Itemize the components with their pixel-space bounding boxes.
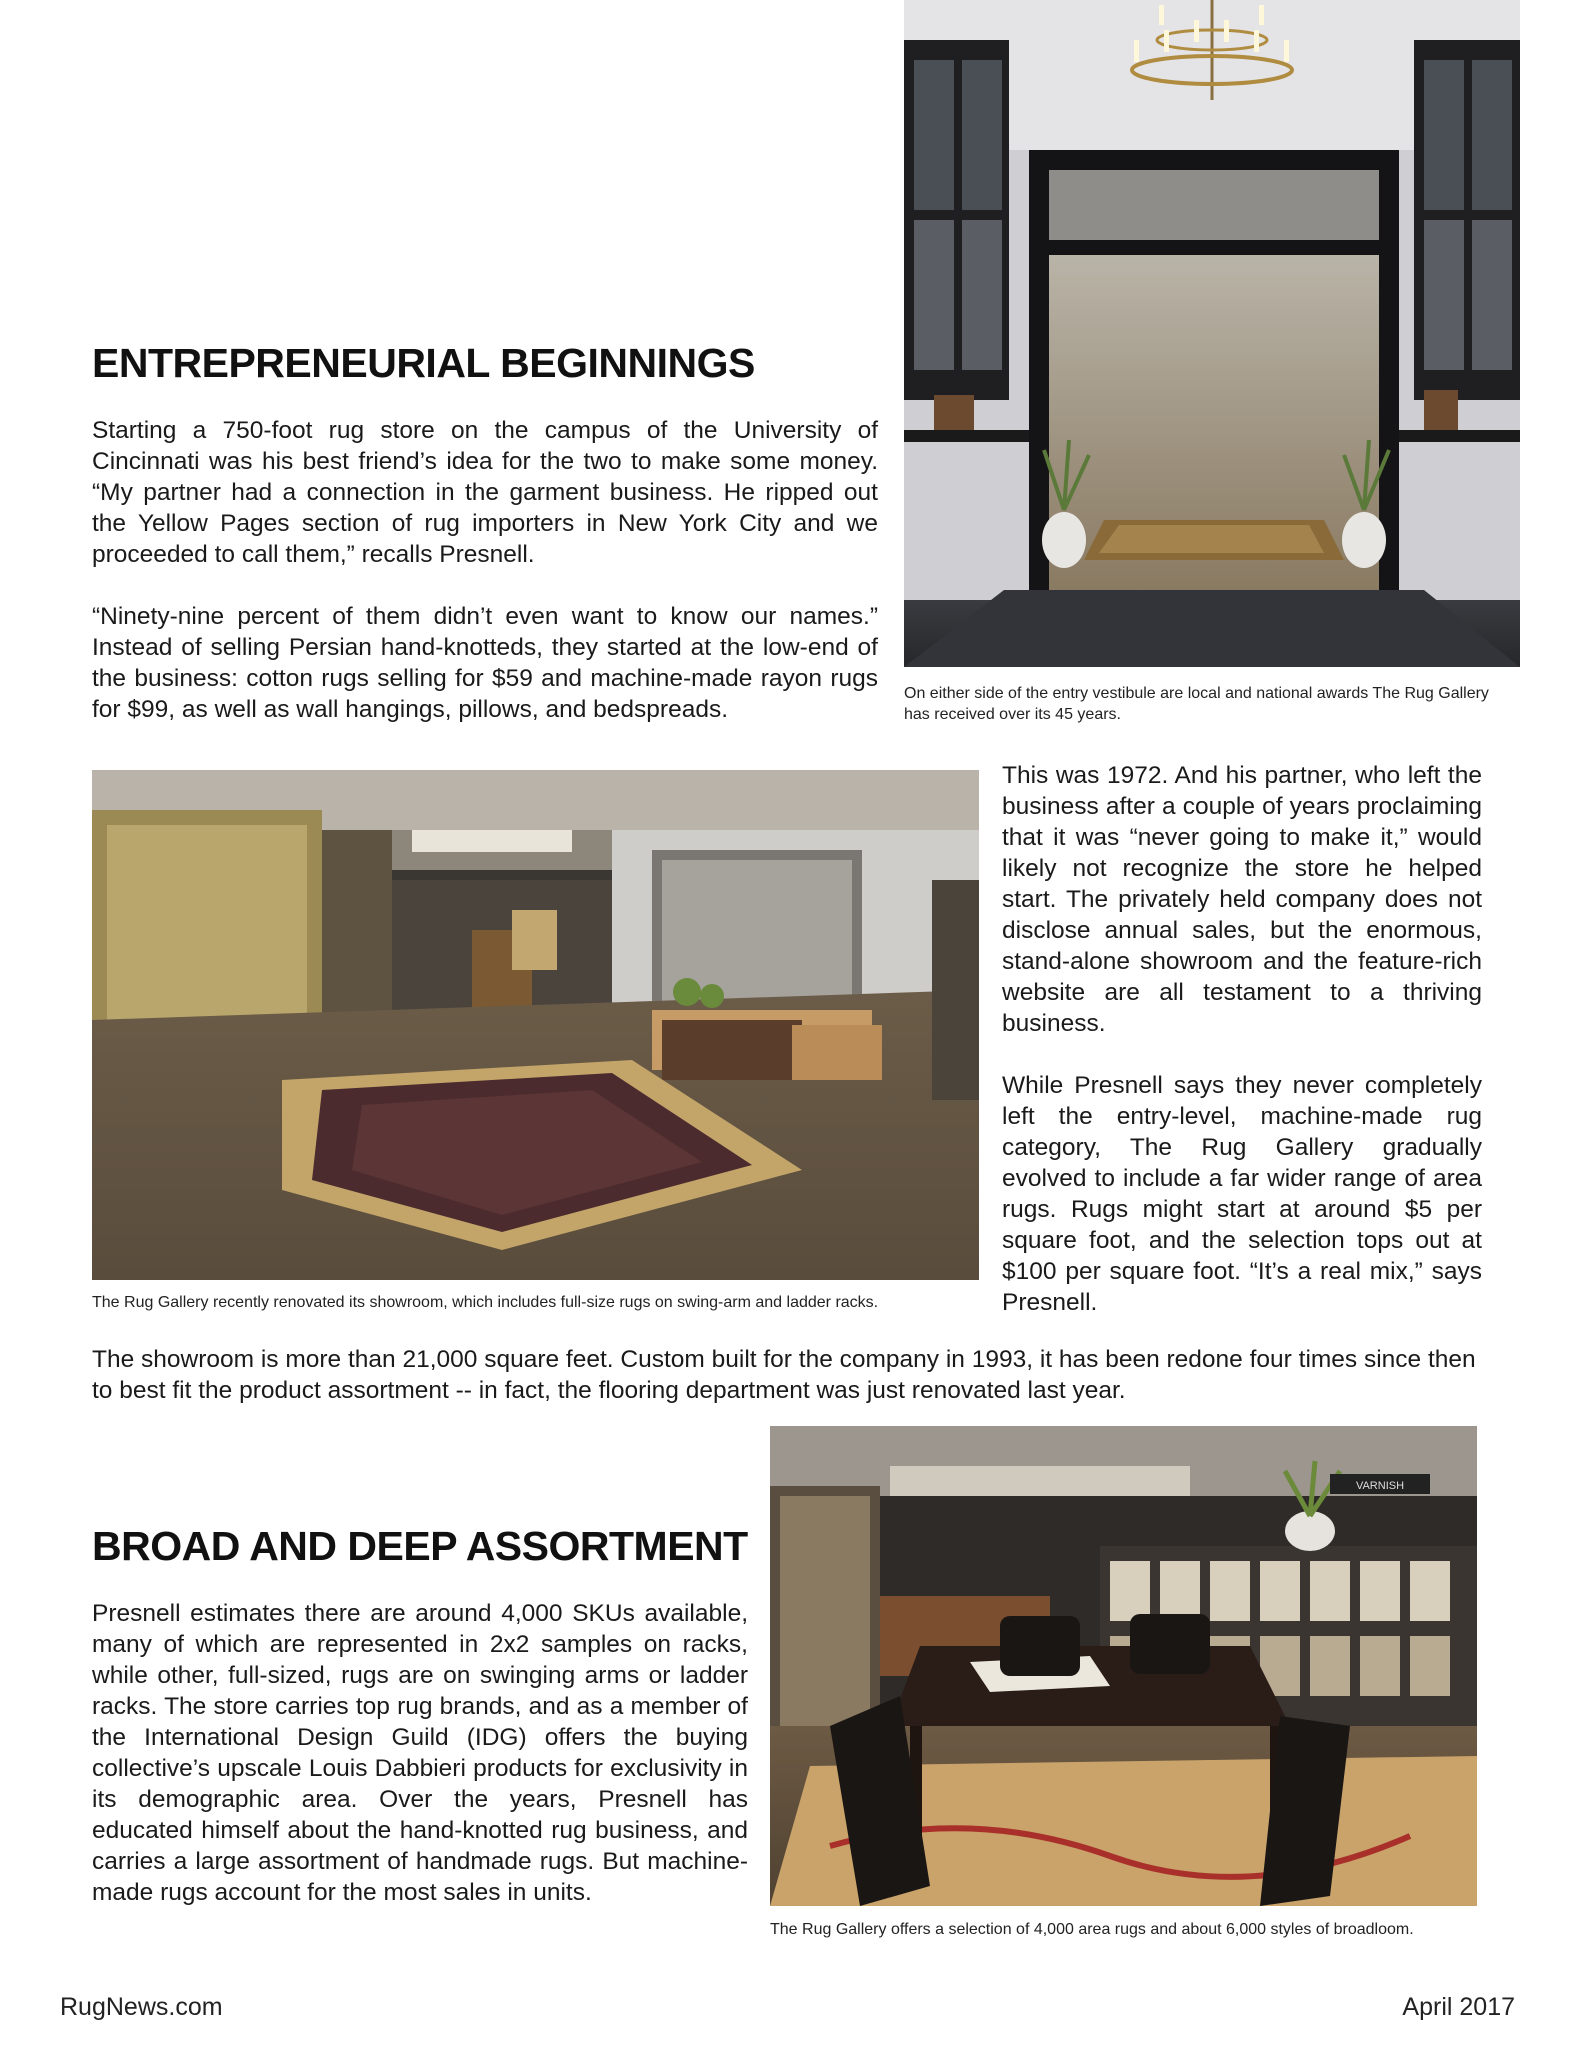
section1b-paragraph: While Presnell says they never completely left the entry-level, machine-made rug category, The Rug Gallery gradually evolved to include a far wider range of area rugs. Rugs might start at around $5 per square foot, and the selection tops out at $100 per square foot. “It’s a real mix,” says Presnell. [1002, 1072, 1482, 1316]
showroom-photo [92, 770, 979, 1280]
section-heading-assortment: BROAD AND DEEP ASSORTMENT [92, 1523, 748, 1569]
section1-paragraph: Starting a 750-foot rug store on the campus of the University of Cincinnati was his best friend’s idea for the two to make some money. “My partner had a connection in the garment business. He ripped out the Yellow Pages section of rug importers in New York City and we proceeded to call them,” recalls Presnell. [92, 417, 878, 568]
section1-body [92, 415, 878, 725]
section2-body [92, 1598, 748, 1908]
section2-paragraph: Presnell estimates there are around 4,000 SKUs available, many of which are represented in 2x2 samples on racks, while other, full-sized, rugs are on swinging arms or ladder racks. The store carries top rug brands, and as a member of the International Design Guild (IDG) offers the buying collective’s upscale Louis Dabbieri products for exclusivity in its demographic area. Over the years, Presnell has educated himself about the hand-knotted rug business, and carries a large assortment of handmade rugs. But machine-made rugs account for the most sales in units. [92, 1600, 748, 1906]
entry-vestibule-photo [904, 0, 1520, 667]
section1b-paragraph: This was 1972. And his partner, who left the business after a couple of years proclaiming that it was “never going to make it,” would likely not recognize the store he helped start. The privately held company does not disclose annual sales, but the enormous, stand-alone showroom and the feature-rich website are all testament to a thriving business. [1002, 762, 1482, 1037]
section-heading-entrepreneurial: ENTREPRENEURIAL BEGINNINGS [92, 340, 755, 386]
showroom-paragraph: The showroom is more than 21,000 square feet. Custom built for the company in 1993, it has been redone four times since then to best fit the product assortment -- in fact, the flooring department was just renovated last year. [92, 1346, 1476, 1404]
section1b-body [1002, 760, 1482, 1318]
footer-issue-date: April 2017 [1402, 1993, 1515, 2021]
section1-paragraph: “Ninety-nine percent of them didn’t even want to know our names.” Instead of selling Persian hand-knotteds, they started at the low-end of the business: cotton rugs selling for $59 and machine-made rayon rugs for $99, as well as wall hangings, pillows, and bedspreads. [92, 603, 878, 723]
dining-area-photo [770, 1426, 1477, 1906]
store-sign-text: VARNISH [1355, 1480, 1405, 1492]
footer-site-name[interactable]: RugNews.com [60, 1993, 223, 2021]
dining-photo-caption: The Rug Gallery offers a selection of 4,000 area rugs and about 6,000 styles of broadloom. [770, 1921, 1414, 1938]
entry-photo-caption: On either side of the entry vestibule are local and national awards The Rug Gallery has received over its 45 years. [904, 685, 1489, 723]
showroom-photo-caption: The Rug Gallery recently renovated its showroom, which includes full-size rugs on swing-arm and ladder racks. [92, 1294, 879, 1311]
